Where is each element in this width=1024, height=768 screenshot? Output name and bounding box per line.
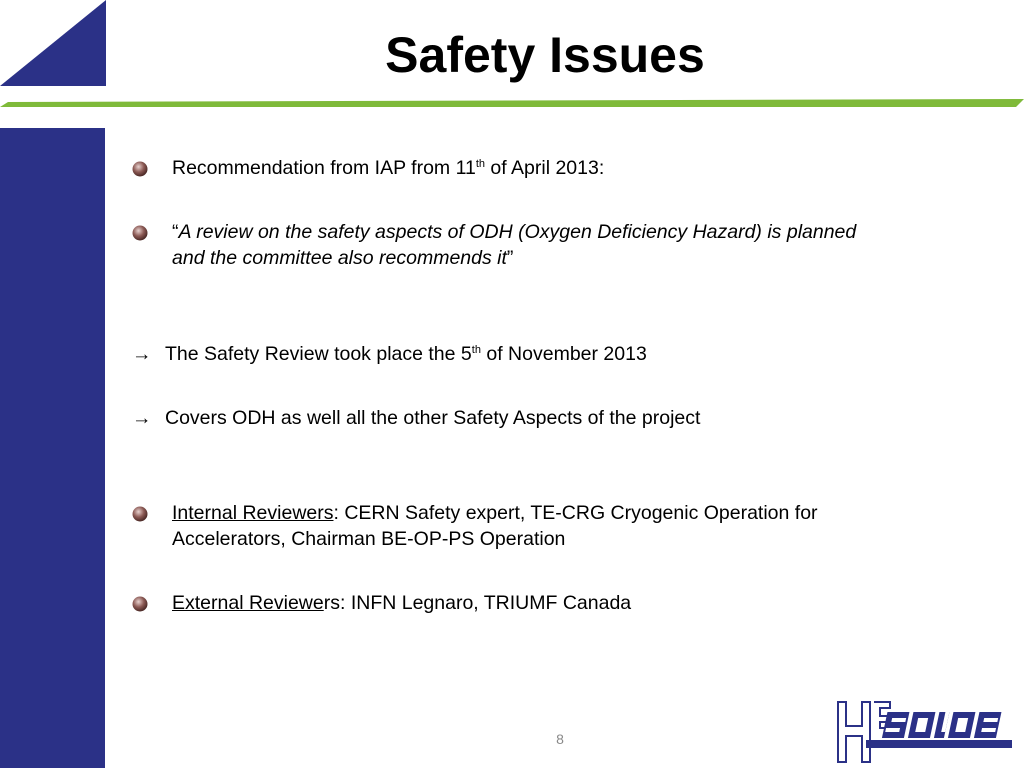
quote-text: “A review on the safety aspects of ODH (Oxygen Deficiency Hazard) is planned and the committee also recommends it” xyxy=(172,221,857,269)
external-reviewers-text: External Reviewers: INFN Legnaro, TRIUMF Canada xyxy=(172,592,632,614)
arrow-right-icon: → xyxy=(132,343,152,365)
hie-isolde-logo xyxy=(836,700,1014,764)
slide-title: Safety Issues xyxy=(385,27,705,83)
page-number: 8 xyxy=(556,731,564,747)
internal-reviewers-text: Internal Reviewers: CERN Safety expert, TE-CRG Cryogenic Operation for Accelerators, Chairman BE-OP-PS Operation xyxy=(172,502,818,550)
bullet-icon xyxy=(132,161,148,177)
title-underline xyxy=(0,97,1024,109)
recommendation-text: Recommendation from IAP from 11th of April 2013: xyxy=(172,157,605,179)
arrow-right-icon: → xyxy=(132,407,152,429)
bullet-icon xyxy=(132,506,148,522)
left-sidebar-bar xyxy=(0,128,105,768)
bullet-icon xyxy=(132,596,148,612)
covers-text: Covers ODH as well all the other Safety Aspects of the project xyxy=(165,407,701,429)
bullet-icon xyxy=(132,225,148,241)
review-date-text: The Safety Review took place the 5th of November 2013 xyxy=(165,343,647,365)
corner-triangle xyxy=(0,0,106,86)
